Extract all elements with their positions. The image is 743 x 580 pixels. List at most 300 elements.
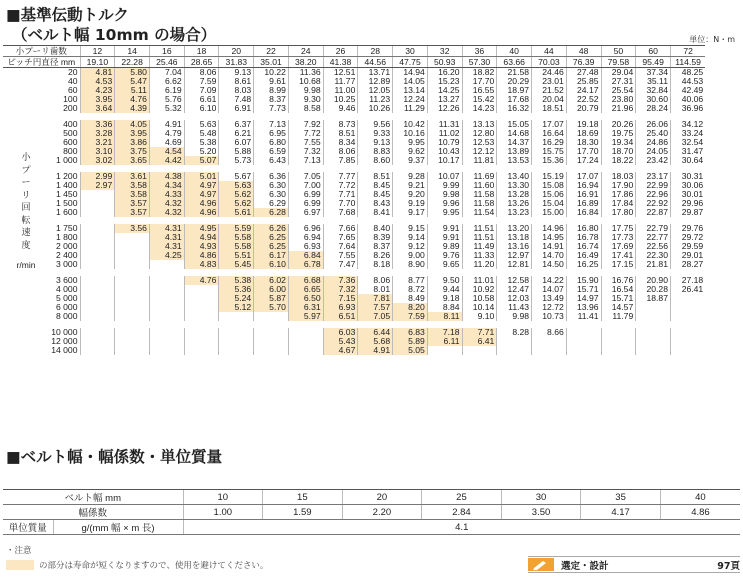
torque-cell — [670, 337, 705, 346]
torque-cell: 23.80 — [601, 95, 636, 104]
torque-cell: 17.84 — [601, 199, 636, 208]
torque-cell: 29.96 — [670, 199, 705, 208]
torque-cell: 33.24 — [670, 129, 705, 138]
table-row — [3, 138, 740, 147]
torque-cell: 4.97 — [184, 190, 219, 199]
torque-cell: 12.97 — [497, 251, 532, 260]
pitch-diameter-cell: 25.46 — [149, 57, 184, 68]
teeth-count-cell: 24 — [288, 46, 323, 57]
torque-cell — [427, 346, 462, 355]
belt-mass-value: 4.1 — [183, 520, 740, 535]
torque-cell: 18.70 — [601, 147, 636, 156]
torque-cell: 6.78 — [288, 260, 323, 269]
torque-cell: 6.28 — [254, 208, 289, 217]
torque-cell — [149, 312, 184, 321]
torque-cell — [254, 312, 289, 321]
torque-cell: 16.94 — [566, 181, 601, 190]
torque-cell: 14.96 — [532, 224, 567, 233]
torque-cell: 9.10 — [462, 312, 497, 321]
teeth-header-row — [3, 46, 740, 57]
torque-cell — [219, 328, 254, 337]
torque-cell: 9.21 — [393, 181, 428, 190]
page-reference-link[interactable]: 97頁 — [717, 561, 740, 572]
torque-cell: 5.36 — [219, 285, 254, 294]
torque-cell: 3.86 — [115, 138, 150, 147]
table-row — [3, 104, 740, 113]
torque-cell — [636, 312, 671, 321]
torque-cell — [149, 328, 184, 337]
table-row — [3, 190, 740, 199]
torque-cell — [636, 337, 671, 346]
torque-cell: 16.74 — [566, 242, 601, 251]
rpm-cell: 4 000 — [55, 285, 78, 294]
torque-cell — [636, 328, 671, 337]
pencil-icon — [528, 558, 554, 571]
torque-cell: 9.28 — [393, 172, 428, 181]
torque-cell: 6.50 — [288, 294, 323, 303]
torque-cell: 4.39 — [115, 104, 150, 113]
torque-cell: 5.24 — [219, 294, 254, 303]
rpm-cell: 100 — [63, 95, 78, 104]
torque-cell: 3.58 — [115, 190, 150, 199]
torque-cell: 18.22 — [601, 156, 636, 165]
torque-cell: 4.33 — [149, 190, 184, 199]
teeth-count-cell: 48 — [566, 46, 601, 57]
torque-cell: 7.77 — [323, 172, 358, 181]
torque-cell: 8.60 — [358, 156, 393, 165]
torque-cell: 5.59 — [219, 224, 254, 233]
torque-cell: 4.42 — [149, 156, 184, 165]
torque-cell: 6.36 — [254, 172, 289, 181]
torque-cell: 8.66 — [532, 328, 567, 337]
torque-cell — [115, 242, 150, 251]
rpm-cell: 20 — [67, 67, 78, 77]
torque-cell: 11.41 — [566, 312, 601, 321]
torque-cell: 18.97 — [497, 86, 532, 95]
torque-cell: 8.58 — [288, 104, 323, 113]
torque-cell: 3.57 — [115, 199, 150, 208]
torque-cell: 31.47 — [670, 147, 705, 156]
torque-cell: 7.85 — [323, 156, 358, 165]
torque-cell: 10.43 — [427, 147, 462, 156]
torque-cell — [149, 346, 184, 355]
torque-cell: 7.15 — [323, 294, 358, 303]
torque-cell: 7.92 — [288, 120, 323, 129]
torque-cell — [601, 346, 636, 355]
torque-cell: 9.12 — [393, 242, 428, 251]
teeth-count-cell: 40 — [497, 46, 532, 57]
torque-cell: 16.91 — [566, 190, 601, 199]
torque-cell: 6.44 — [358, 328, 393, 337]
torque-cell: 4.34 — [149, 181, 184, 190]
torque-cell: 7.48 — [219, 95, 254, 104]
torque-cell — [566, 346, 601, 355]
torque-cell: 5.97 — [288, 312, 323, 321]
torque-cell: 11.20 — [462, 260, 497, 269]
pitch-diameter-cell: 41.38 — [323, 57, 358, 68]
torque-cell: 18.82 — [462, 68, 497, 78]
rpm-cell: 600 — [63, 138, 78, 147]
torque-cell: 26.06 — [636, 120, 671, 129]
torque-cell: 15.36 — [532, 156, 567, 165]
belt-width-cell: 30 — [501, 490, 581, 505]
rpm-cell: 60 — [67, 86, 78, 95]
table-row — [3, 242, 740, 251]
torque-cell: 10.14 — [462, 303, 497, 312]
torque-cell: 14.94 — [393, 68, 428, 78]
torque-cell: 5.51 — [219, 251, 254, 260]
belt-width-cell: 35 — [581, 490, 661, 505]
torque-cell: 9.33 — [358, 129, 393, 138]
torque-cell: 10.26 — [358, 104, 393, 113]
torque-cell: 9.96 — [427, 199, 462, 208]
torque-cell: 14.97 — [566, 294, 601, 303]
torque-cell: 15.42 — [462, 95, 497, 104]
torque-cell: 6.26 — [254, 224, 289, 233]
torque-cell: 17.90 — [601, 181, 636, 190]
torque-cell: 8.77 — [393, 276, 428, 285]
torque-cell: 4.94 — [184, 233, 219, 242]
torque-cell: 9.00 — [393, 251, 428, 260]
torque-cell: 18.87 — [636, 294, 671, 303]
torque-cell: 15.75 — [532, 147, 567, 156]
rpm-cell: 1 000 — [55, 156, 78, 165]
torque-cell: 28.27 — [670, 260, 705, 269]
torque-cell — [636, 303, 671, 312]
belt-factor-cell: 4.17 — [581, 505, 661, 520]
torque-cell: 4.31 — [149, 242, 184, 251]
belt-width-label: ベルト幅 mm — [3, 490, 183, 505]
torque-cell: 22.87 — [636, 208, 671, 217]
torque-cell — [115, 294, 150, 303]
torque-cell: 9.19 — [393, 199, 428, 208]
torque-cell: 7.04 — [149, 68, 184, 78]
torque-cell: 5.07 — [184, 156, 219, 165]
belt-factor-cell: 1.00 — [183, 505, 263, 520]
rpm-cell: 1 450 — [55, 190, 78, 199]
torque-cell: 16.29 — [532, 138, 567, 147]
torque-cell: 7.55 — [323, 251, 358, 260]
torque-cell: 14.70 — [532, 251, 567, 260]
torque-cell: 5.38 — [219, 276, 254, 285]
note-line — [6, 559, 268, 571]
belt-width-cell: 25 — [422, 490, 502, 505]
torque-cell: 17.68 — [497, 95, 532, 104]
teeth-count-cell: 12 — [80, 46, 115, 57]
torque-cell — [115, 260, 150, 269]
pitch-diameter-cell: 31.83 — [219, 57, 254, 68]
torque-cell: 12.12 — [462, 147, 497, 156]
torque-cell: 8.37 — [358, 242, 393, 251]
torque-cell: 15.04 — [532, 199, 567, 208]
torque-cell — [80, 233, 115, 242]
torque-cell: 35.11 — [636, 77, 671, 86]
rpm-cell: 1 600 — [55, 208, 78, 217]
torque-cell — [532, 337, 567, 346]
teeth-count-cell: 26 — [323, 46, 358, 57]
torque-cell: 7.32 — [323, 285, 358, 294]
torque-cell: 6.83 — [393, 328, 428, 337]
torque-cell — [497, 346, 532, 355]
torque-cell: 15.06 — [532, 190, 567, 199]
pitch-diameter-cell: 44.56 — [358, 57, 393, 68]
torque-cell: 3.61 — [115, 172, 150, 181]
torque-cell: 4.81 — [80, 68, 115, 78]
pitch-header-row — [3, 57, 740, 68]
torque-cell: 8.39 — [358, 233, 393, 242]
torque-cell: 14.25 — [427, 86, 462, 95]
torque-cell: 8.26 — [358, 251, 393, 260]
torque-cell: 14.57 — [601, 303, 636, 312]
table-row — [3, 260, 740, 269]
torque-cell: 6.97 — [288, 208, 323, 217]
torque-cell — [115, 346, 150, 355]
torque-cell: 3.58 — [115, 181, 150, 190]
torque-cell: 29.72 — [670, 233, 705, 242]
torque-cell: 13.20 — [497, 224, 532, 233]
rpm-cell: 1 500 — [55, 199, 78, 208]
torque-cell: 5.80 — [115, 68, 150, 78]
torque-cell: 8.06 — [358, 276, 393, 285]
table-row — [3, 120, 740, 129]
torque-cell: 17.73 — [601, 233, 636, 242]
torque-cell: 20.29 — [497, 77, 532, 86]
torque-cell: 4.31 — [149, 224, 184, 233]
torque-cell: 11.54 — [462, 208, 497, 217]
torque-cell — [670, 328, 705, 337]
group-spacer — [3, 321, 740, 328]
pitch-diameter-cell: 38.20 — [288, 57, 323, 68]
torque-cell: 5.12 — [219, 303, 254, 312]
torque-cell: 6.62 — [149, 77, 184, 86]
pitch-diameter-cell: 57.30 — [462, 57, 497, 68]
torque-cell: 10.17 — [427, 156, 462, 165]
pitch-diameter-cell: 50.93 — [427, 57, 462, 68]
torque-cell: 17.80 — [601, 208, 636, 217]
belt-factor-cell: 2.84 — [422, 505, 502, 520]
torque-cell: 4.32 — [149, 199, 184, 208]
pitch-diameter-cell: 76.39 — [566, 57, 601, 68]
torque-cell: 8.41 — [358, 208, 393, 217]
table-row — [3, 77, 740, 86]
torque-cell — [80, 303, 115, 312]
torque-cell: 22.96 — [636, 190, 671, 199]
torque-cell — [149, 303, 184, 312]
torque-cell: 9.89 — [427, 242, 462, 251]
torque-cell — [80, 190, 115, 199]
torque-cell: 17.70 — [462, 77, 497, 86]
torque-cell: 5.45 — [219, 260, 254, 269]
table-row — [3, 233, 740, 242]
belt-mass-unit: g/(mm 幅 × m 長) — [53, 520, 183, 535]
torque-cell: 5.88 — [219, 147, 254, 156]
torque-cell: 11.33 — [462, 251, 497, 260]
table-row — [3, 68, 740, 78]
torque-cell — [219, 337, 254, 346]
torque-cell: 9.46 — [323, 104, 358, 113]
torque-cell: 11.51 — [462, 224, 497, 233]
belt-factor-row — [3, 505, 740, 520]
torque-cell: 4.91 — [149, 120, 184, 129]
torque-cell: 6.10 — [184, 104, 219, 113]
torque-cell: 7.18 — [427, 328, 462, 337]
torque-cell: 7.09 — [184, 86, 219, 95]
torque-cell: 11.58 — [462, 190, 497, 199]
table-row — [3, 208, 740, 217]
pitch-diameter-cell: 70.03 — [532, 57, 567, 68]
torque-cell: 4.53 — [80, 77, 115, 86]
rpm-cell: 5 000 — [55, 294, 78, 303]
torque-cell: 6.41 — [462, 337, 497, 346]
torque-cell: 6.93 — [323, 303, 358, 312]
torque-cell — [219, 346, 254, 355]
teeth-count-cell: 28 — [358, 46, 393, 57]
torque-cell: 9.14 — [393, 233, 428, 242]
torque-cell: 9.30 — [288, 95, 323, 104]
torque-cell: 16.25 — [566, 260, 601, 269]
torque-cell: 6.96 — [288, 224, 323, 233]
torque-cell: 5.48 — [184, 129, 219, 138]
torque-cell: 14.91 — [532, 242, 567, 251]
torque-cell: 6.21 — [219, 129, 254, 138]
torque-cell: 7.66 — [323, 224, 358, 233]
teeth-count-cell: 30 — [393, 46, 428, 57]
torque-cell: 7.65 — [323, 233, 358, 242]
section-title-torque: ■基準伝動トルク — [6, 6, 129, 24]
torque-cell: 17.07 — [532, 120, 567, 129]
torque-cell — [462, 346, 497, 355]
torque-cell — [566, 328, 601, 337]
torque-cell: 9.95 — [393, 138, 428, 147]
rpm-cell: 400 — [63, 120, 78, 129]
torque-cell: 13.27 — [427, 95, 462, 104]
torque-cell: 7.13 — [254, 120, 289, 129]
torque-cell: 5.89 — [393, 337, 428, 346]
torque-cell — [115, 303, 150, 312]
torque-cell: 7.71 — [462, 328, 497, 337]
section-title-belt: ■ベルト幅・幅係数・単位質量 — [6, 448, 223, 466]
torque-cell: 17.86 — [601, 190, 636, 199]
torque-cell: 13.96 — [566, 303, 601, 312]
torque-cell — [184, 312, 219, 321]
torque-cell: 11.01 — [462, 276, 497, 285]
torque-cell — [80, 208, 115, 217]
torque-cell: 16.49 — [566, 251, 601, 260]
torque-cell: 5.62 — [219, 190, 254, 199]
pitch-diameter-cell: 22.28 — [115, 57, 150, 68]
torque-cell: 12.89 — [358, 77, 393, 86]
torque-cell: 25.85 — [566, 77, 601, 86]
torque-cell: 5.20 — [184, 147, 219, 156]
torque-cell: 7.57 — [358, 303, 393, 312]
torque-cell: 5.01 — [184, 172, 219, 181]
table-row — [3, 181, 740, 190]
torque-cell: 5.05 — [393, 346, 428, 355]
torque-cell — [80, 242, 115, 251]
torque-cell: 5.43 — [323, 337, 358, 346]
torque-cell: 26.41 — [670, 285, 705, 294]
shade-swatch — [6, 560, 34, 570]
torque-cell: 7.59 — [393, 312, 428, 321]
torque-cell: 11.29 — [393, 104, 428, 113]
torque-cell: 9.50 — [427, 276, 462, 285]
teeth-count-cell: 60 — [636, 46, 671, 57]
torque-cell — [670, 346, 705, 355]
torque-cell: 36.96 — [670, 104, 705, 113]
torque-cell: 30.64 — [670, 156, 705, 165]
rpm-cell: 800 — [63, 147, 78, 156]
torque-cell — [670, 294, 705, 303]
torque-cell: 11.60 — [462, 181, 497, 190]
torque-cell: 27.48 — [566, 68, 601, 78]
rpm-cell: 40 — [67, 77, 78, 86]
torque-cell: 8.83 — [358, 147, 393, 156]
unit-label: 単位：N・m — [689, 35, 735, 44]
torque-cell: 16.78 — [566, 233, 601, 242]
torque-cell: 4.76 — [115, 95, 150, 104]
torque-cell — [184, 303, 219, 312]
torque-cell — [254, 328, 289, 337]
torque-cell: 8.61 — [219, 77, 254, 86]
torque-cell — [80, 346, 115, 355]
table-row — [3, 172, 740, 181]
torque-cell: 7.71 — [323, 190, 358, 199]
torque-cell: 4.91 — [358, 346, 393, 355]
torque-cell: 7.72 — [288, 129, 323, 138]
torque-cell: 3.64 — [80, 104, 115, 113]
torque-cell: 13.53 — [497, 156, 532, 165]
torque-cell: 18.51 — [532, 104, 567, 113]
torque-cell: 24.17 — [566, 86, 601, 95]
torque-cell: 14.95 — [532, 233, 567, 242]
torque-cell: 12.26 — [427, 104, 462, 113]
torque-cell: 4.76 — [184, 276, 219, 285]
torque-cell: 9.18 — [427, 294, 462, 303]
torque-cell: 8.01 — [358, 285, 393, 294]
torque-cell: 13.30 — [497, 181, 532, 190]
torque-cell: 3.95 — [80, 95, 115, 104]
torque-cell: 11.58 — [462, 199, 497, 208]
torque-cell: 6.02 — [254, 276, 289, 285]
torque-cell: 8.45 — [358, 190, 393, 199]
torque-cell: 5.68 — [358, 337, 393, 346]
torque-cell: 3.57 — [115, 208, 150, 217]
torque-cell: 6.51 — [323, 312, 358, 321]
torque-cell: 9.44 — [427, 285, 462, 294]
torque-cell: 17.41 — [601, 251, 636, 260]
torque-cell — [254, 346, 289, 355]
torque-cell: 6.59 — [254, 147, 289, 156]
table-row — [3, 147, 740, 156]
torque-cell: 9.13 — [358, 138, 393, 147]
torque-cell — [601, 328, 636, 337]
torque-cell: 11.43 — [497, 303, 532, 312]
belt-mass-row — [3, 520, 740, 535]
torque-cell: 9.15 — [393, 224, 428, 233]
torque-cell: 13.89 — [497, 147, 532, 156]
torque-cell: 12.53 — [462, 138, 497, 147]
torque-cell: 5.62 — [219, 199, 254, 208]
torque-cell: 20.79 — [566, 104, 601, 113]
torque-cell — [80, 224, 115, 233]
teeth-count-cell: 16 — [149, 46, 184, 57]
torque-cell — [532, 346, 567, 355]
teeth-count-cell: 14 — [115, 46, 150, 57]
torque-cell: 7.81 — [358, 294, 393, 303]
belt-width-row — [3, 490, 740, 505]
torque-cell: 22.30 — [636, 251, 671, 260]
table-row — [3, 346, 740, 355]
